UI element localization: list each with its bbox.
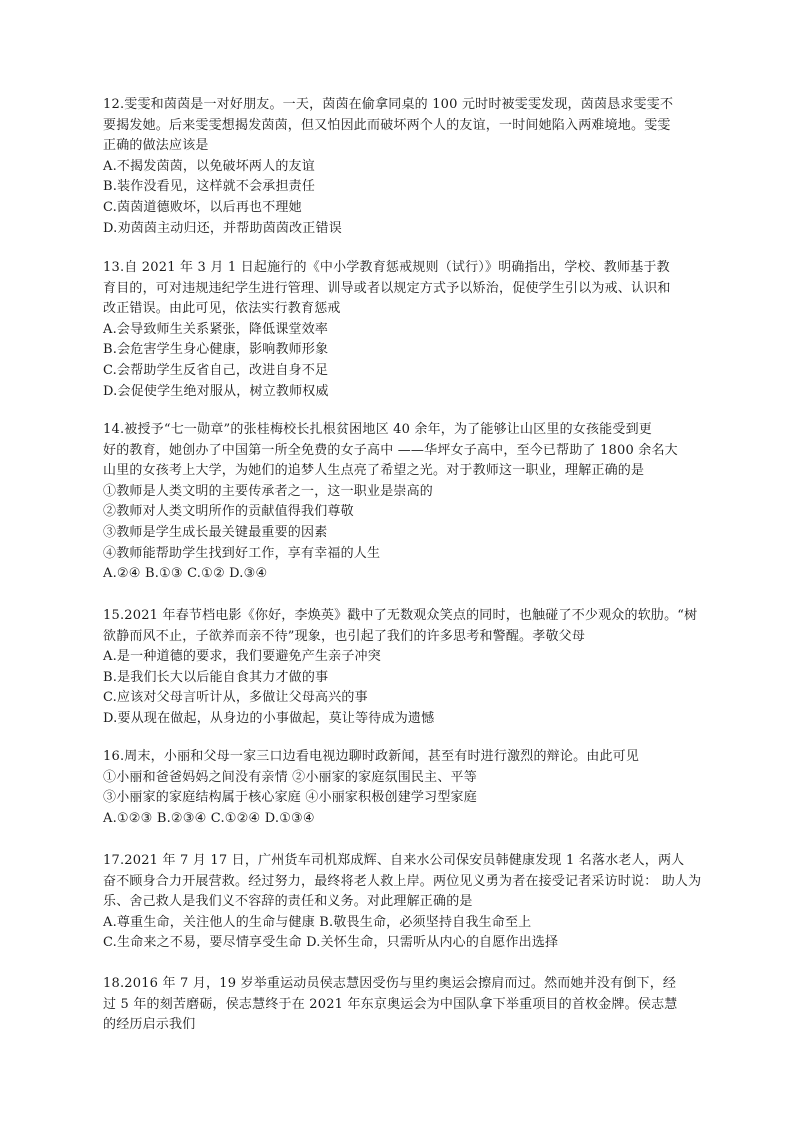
option-c: C.应该对父母言听计从，多做让父母高兴的事	[103, 690, 368, 706]
question-18	[103, 974, 703, 1036]
question-stem: 山里的女孩考上大学，为她们的追梦人生点亮了希望之光。对于教师这一职业，理解正确的是	[103, 463, 645, 479]
question-stem: 欲静而风不止，子欲养而亲不待”现象，也引起了我们的许多思考和警醒。孝敬父母	[103, 628, 586, 644]
question-15	[103, 606, 703, 730]
question-stem: 的经历启示我们	[103, 1017, 196, 1033]
question-16	[103, 747, 703, 829]
option-a: A.是一种道德的要求，我们要避免产生亲子冲突	[103, 649, 381, 665]
options-a-b: A.尊重生命，关注他人的生命与健康 B.敬畏生命，必须坚持自我生命至上	[103, 914, 532, 930]
question-stem: 14.被授予“七一勋章”的张桂梅校长扎根贫困地区 40 余年，为了能够让山区里的女孩能受到更	[103, 422, 652, 437]
question-13	[103, 258, 703, 402]
question-stem: 18.2016 年 7 月，19 岁举重运动员侯志慧因受伤与里约奥运会擦肩而过。然而她并没有倒下，经	[103, 976, 677, 991]
statement-pair-1: ①小丽和爸爸妈妈之间没有亲情 ②小丽家的家庭氛围民主、平等	[103, 769, 477, 785]
question-stem: 16.周末，小丽和父母一家三口边看电视边聊时政新闻，甚至有时进行激烈的辩论。由此可见	[103, 749, 640, 764]
statement-1: ①教师是人类文明的主要传承者之一，这一职业是崇高的	[103, 483, 434, 499]
question-14	[103, 420, 703, 585]
option-c: C.茵茵道德败坏，以后再也不理她	[103, 199, 302, 215]
statement-3: ③教师是学生成长最关键最重要的因素	[103, 524, 328, 540]
option-b: B.会危害学生身心健康，影响教师形象	[103, 342, 329, 358]
statement-2: ②教师对人类文明所作的贡献值得我们尊敬	[103, 504, 354, 520]
question-stem: 育目的，可对违规违纪学生进行管理、训导或者以规定方式予以矫治，促使学生引以为戒、认识和	[103, 280, 671, 296]
answer-options: A.②④ B.①③ C.①② D.③④	[103, 566, 268, 582]
option-d: D.要从现在做起，从身边的小事做起，莫让等待成为遗憾	[103, 710, 435, 726]
question-stem: 要揭发她。后来雯雯想揭发茵茵，但又怕因此而破坏两个人的友谊，一时间她陷入两难境地。雯雯	[103, 117, 671, 133]
statement-pair-2: ③小丽家的家庭结构属于核心家庭 ④小丽家积极创建学习型家庭	[103, 790, 477, 806]
question-stem: 13.自 2021 年 3 月 1 日起施行的《中小学教育惩戒规则（试行）》明确指出，学校、教师基于教	[103, 260, 670, 275]
option-b: B.装作没看见，这样就不会承担责任	[103, 179, 316, 195]
question-17	[103, 851, 703, 954]
option-d: D.劝茵茵主动归还，并帮助茵茵改正错误	[103, 220, 342, 236]
option-a: A.不揭发茵茵，以免破坏两人的友谊	[103, 158, 315, 174]
question-stem: 过 5 年的刻苦磨砺，侯志慧终于在 2021 年东京奥运会为中国队拿下举重项目的首枚金牌。侯志慧	[103, 996, 678, 1012]
question-stem: 15.2021 年春节档电影《你好，李焕英》戳中了无数观众笑点的同时，也触碰了不少观众的软肋。“树	[103, 608, 698, 623]
question-stem: 奋不顾身合力开展营救。经过努力，最终将老人救上岸。两位见义勇为者在接受记者采访时说： 助人为	[103, 873, 702, 889]
question-12	[103, 95, 703, 239]
options-c-d: C.生命来之不易，要尽情享受生命 D.关怀生命，只需听从内心的自愿作出选择	[103, 935, 559, 951]
option-d: D.会促使学生绝对服从，树立教师权威	[103, 383, 329, 399]
question-stem: 改正错误。由此可见，依法实行教育惩戒	[103, 301, 341, 317]
question-stem: 正确的做法应该是	[103, 138, 209, 154]
option-c: C.会帮助学生反省自己，改进自身不足	[103, 362, 329, 378]
question-stem: 好的教育，她创办了中国第一所全免费的女子高中 ——华坪女子高中，至今已帮助了 1800 余名大	[103, 442, 678, 458]
question-stem: 乐、舍己救人是我们义不容辞的责任和义务。对此理解正确的是	[103, 894, 473, 910]
question-stem: 17.2021 年 7 月 17 日，广州货车司机郑成辉、自来水公司保安员韩健康发现 1 名落水老人，两人	[103, 853, 685, 868]
statement-4: ④教师能帮助学生找到好工作，享有幸福的人生	[103, 545, 381, 561]
option-a: A.会导致师生关系紧张，降低课堂效率	[103, 321, 329, 337]
answer-options: A.①②③ B.②③④ C.①②④ D.①③④	[103, 810, 315, 826]
question-stem: 12.雯雯和茵茵是一对好朋友。一天，茵茵在偷拿同桌的 100 元时时被雯雯发现，茵茵恳求雯雯不	[103, 97, 674, 112]
option-b: B.是我们长大以后能自食其力才做的事	[103, 669, 329, 685]
